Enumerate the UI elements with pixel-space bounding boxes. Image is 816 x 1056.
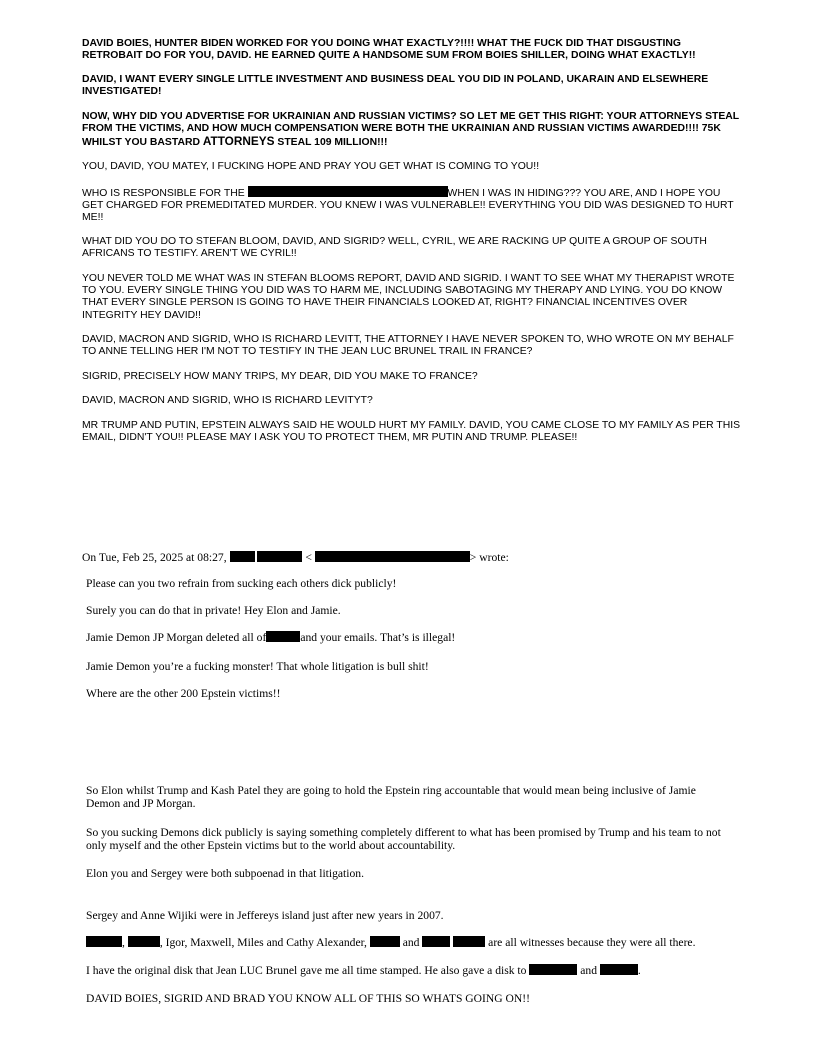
quote-line-boies: DAVID BOIES, SIGRID AND BRAD YOU KNOW ALL OF THIS SO WHATS GOING ON!! [86,992,531,1005]
quote-header-wrote: > wrote: [469,551,509,564]
redaction-block [266,631,300,642]
paragraph-victims-compensation [82,111,742,150]
quote-header-date: On Tue, Feb 25, 2025 at 08:27, [82,551,227,564]
witness-comma: , [122,936,125,949]
quote-line-victims: Where are the other 200 Epstein victims!! [86,687,281,700]
redaction-block [315,551,470,562]
quote-line-subpoenad: Elon you and Sergey were both subpoenad in that litigation. [86,867,364,880]
paragraph-investments: DAVID, I WANT EVERY SINGLE LITTLE INVESTMENT AND BUSINESS DEAL YOU DID IN POLAND, UKARAIN AND ELSEWHERE INVESTIGATED! [82,74,709,98]
redaction-block [453,936,485,947]
responsible-text-end: WHEN I WAS IN HIDING??? YOU ARE, AND I HOPE YOU GET CHARGED FOR PREMEDITATED MURDER. YOU KNEW I WAS VULNERABLE!! EVERYTHING YOU DID WAS DESIGNED TO HURT ME!! [82,188,734,224]
quote-line-witnesses [86,936,786,949]
disk-end: . [637,964,641,977]
redaction-block [86,936,122,947]
witness-text-end: are all witnesses because they were all there. [488,936,696,949]
quote-line-accountable: So Elon whilst Trump and Kash Patel they are going to hold the Epstein ring accountable that would mean being inclusive of Jamie Demon and JP Morgan. [86,784,696,811]
paragraph-matey: YOU, DAVID, YOU MATEY, I FUCKING HOPE AND PRAY YOU GET WHAT IS COMING TO YOU!! [82,161,540,172]
disk-text-start: I have the original disk that Jean LUC Brunel gave me all time stamped. He also gave a disk to [86,964,527,977]
deleted-text-start: Jamie Demon JP Morgan deleted all of [86,631,267,644]
paragraph-report: YOU NEVER TOLD ME WHAT WAS IN STEFAN BLOOMS REPORT, DAVID AND SIGRID. I WANT TO SEE WHAT MY THERAPIST WROTE TO YOU. EVERY SINGLE THING YOU DID WAS TO HARM ME, INCLUDING SABOTAGING MY THERAPY AND LYING. YOU DO KNOW THAT EVERY SINGLE PERSON IS GOING TO HAVE THEIR FINANCIALS LOOKED AT, RIGHT? FINANCIAL INCENTIVES OVER INTEGRITY HEY DAVID!! [82,273,735,321]
redaction-block [257,551,302,562]
quote-header-lt: < [305,551,312,564]
quote-header [82,551,782,564]
paragraph-trump-putin: MR TRUMP AND PUTIN, EPSTEIN ALWAYS SAID HE WOULD HURT MY FAMILY. DAVID, YOU CAME CLOSE TO MY FAMILY AS PER THIS EMAIL, DIDN'T YOU!! PLEASE MAY I ASK YOU TO PROTECT THEM, MR PUTIN AND TRUMP. PLEASE!! [82,420,741,444]
redaction-block [248,186,448,197]
quote-line-private: Surely you can do that in private! Hey Elon and Jamie. [86,604,341,617]
paragraph-victims-end: STEAL 109 MILLION!!! [277,137,388,149]
redaction-block [529,964,577,975]
responsible-text-start: WHO IS RESPONSIBLE FOR THE [82,188,245,199]
quote-line-disk [86,964,786,977]
paragraph-levityt: DAVID, MACRON AND SIGRID, WHO IS RICHARD LEVITYT? [82,395,373,406]
paragraph-responsible [82,186,742,225]
redaction-block [370,936,400,947]
paragraph-victims-text: NOW, WHY DID YOU ADVERTISE FOR UKRAINIAN AND RUSSIAN VICTIMS? SO LET ME GET THIS RIGHT: YOUR ATTORNEYS STEAL FROM THE VICTIMS, AND HOW MUCH COMPENSATION WERE BOTH THE UKRAINIAN AND RUSSIAN VICTIMS AWARDED!!!! 75K WHILST YOU BASTARD [82,111,739,149]
paragraph-richard-levitt: DAVID, MACRON AND SIGRID, WHO IS RICHARD LEVITT, THE ATTORNEY I HAVE NEVER SPOKEN TO, WHO WROTE ON MY BEHALF TO ANNE TELLING HER I'M NOT TO TESTIFY IN THE JEAN LUC BRUNEL TRAIL IN FRANCE? [82,334,734,358]
redaction-block [600,964,638,975]
witness-names: , Igor, Maxwell, Miles and Cathy Alexander, [159,936,367,949]
quote-line-island: Sergey and Anne Wijiki were in Jeffereys island just after new years in 2007. [86,909,444,922]
deleted-text-end: and your emails. That’s is illegal! [300,631,456,644]
redaction-block [422,936,450,947]
disk-and: and [580,964,598,977]
witness-and: and [402,936,420,949]
quote-line-refrain: Please can you two refrain from sucking each others dick publicly! [86,577,397,590]
paragraph-trips-france: SIGRID, PRECISELY HOW MANY TRIPS, MY DEAR, DID YOU MAKE TO FRANCE? [82,371,478,382]
quote-line-monster: Jamie Demon you’re a fucking monster! That whole litigation is bull shit! [86,660,429,673]
quote-line-deleted [86,631,736,644]
attorneys-word: ATTORNEYS [202,134,275,149]
quote-line-promised: So you sucking Demons dick publicly is saying something completely different to what has been promised by Trump and his team to not only myself and the other Epstein victims but to the world about accountability. [86,826,721,853]
paragraph-hunter-biden: DAVID BOIES, HUNTER BIDEN WORKED FOR YOU DOING WHAT EXACTLY?!!!! WHAT THE FUCK DID THAT DISGUSTING RETROBAIT DO FOR YOU, DAVID. HE EARNED QUITE A HANDSOME SUM FROM BOIES SHILLER, DOING WHAT EXACTLY!! [82,38,696,62]
paragraph-stefan-bloom: WHAT DID YOU DO TO STEFAN BLOOM, DAVID, AND SIGRID? WELL, CYRIL, WE ARE RACKING UP QUITE A GROUP OF SOUTH AFRICANS TO TESTIFY. AREN'T WE CYRIL!! [82,236,707,260]
redaction-block [128,936,160,947]
redaction-block [230,551,255,562]
